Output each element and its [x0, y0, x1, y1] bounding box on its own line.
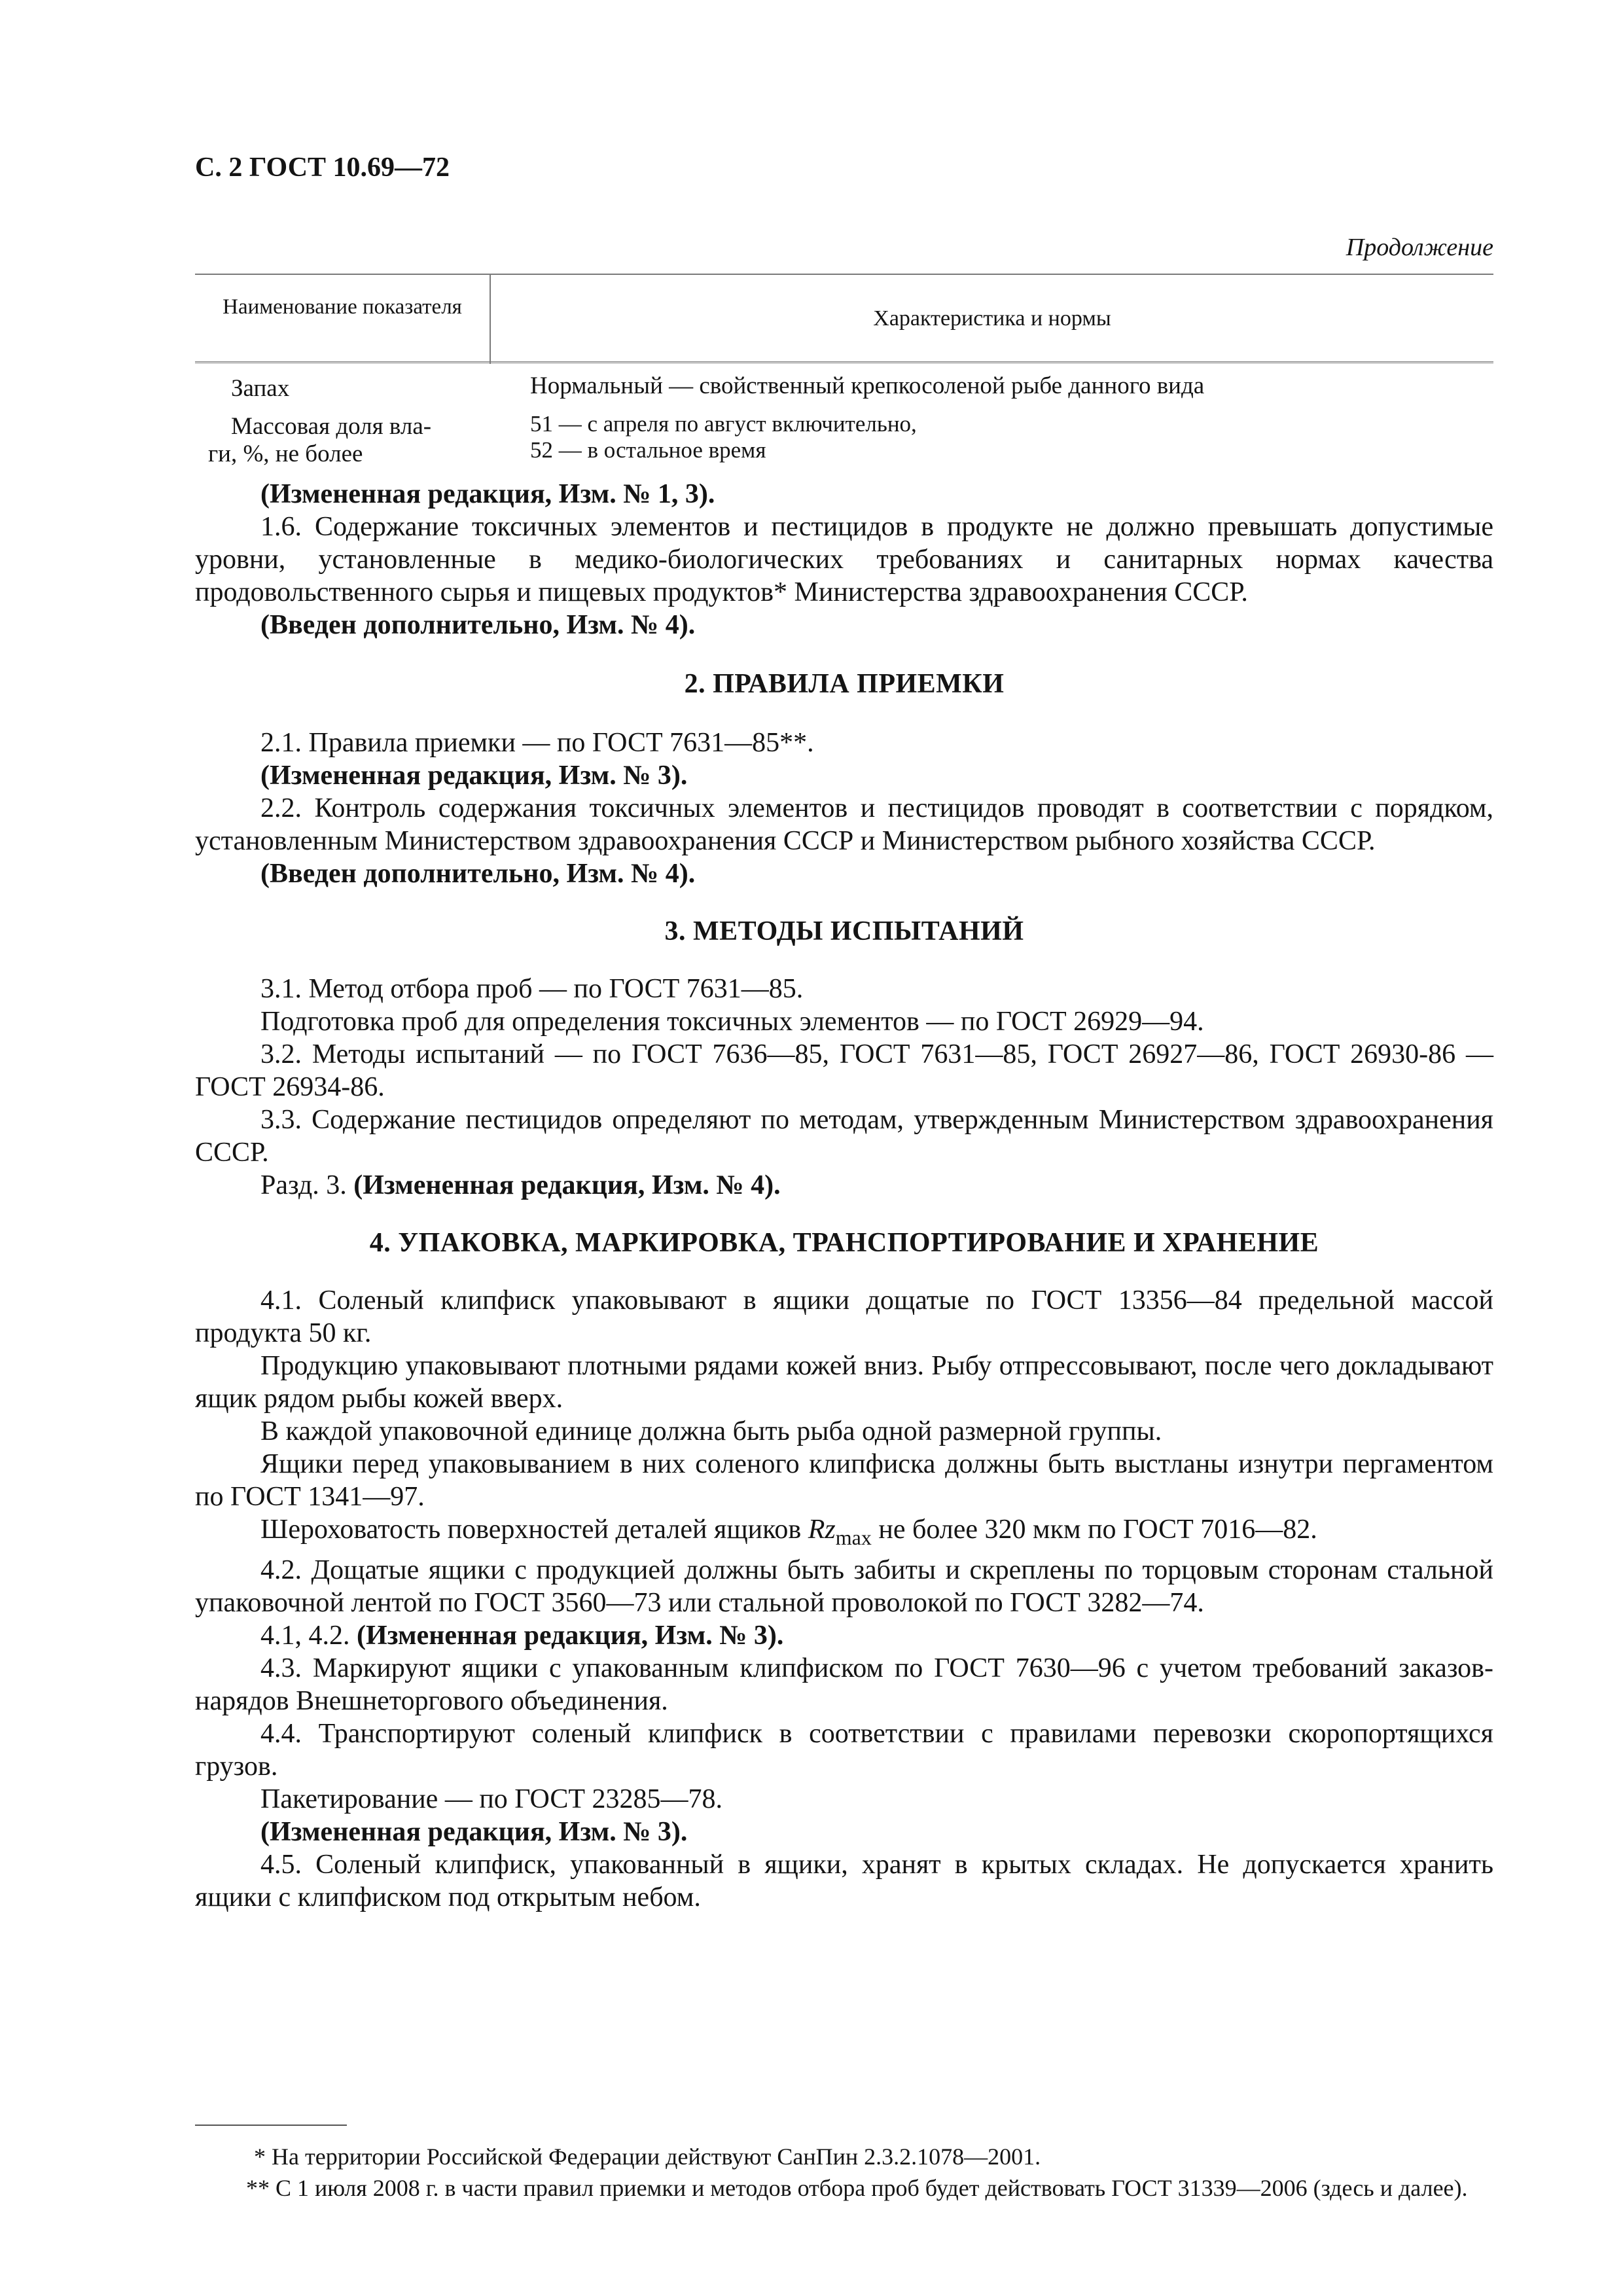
page-header: С. 2 ГОСТ 10.69—72 — [195, 152, 450, 183]
paragraph-4-1c: В каждой упаковочной единице должна быть рыба одной размерной группы. — [260, 1416, 1162, 1446]
paragraph-4-1: 4.1. Соленый клипфиск упаковывают в ящики дощатые по ГОСТ 13356—84 предельной массой продукта 50 кг. — [195, 1285, 1493, 1348]
p41-42-note — [195, 1619, 1493, 1652]
revision-note: (Измененная редакция, Изм. № 3). — [357, 1621, 784, 1651]
table-header-characteristics: Характеристика и нормы — [873, 306, 1111, 331]
revision-note: (Измененная редакция, Изм. № 3). — [260, 1817, 688, 1847]
document-body — [195, 478, 1493, 1914]
paragraph-3-1b: Подготовка проб для определения токсичных элементов — по ГОСТ 26929—94. — [260, 1007, 1204, 1037]
table-top-rule — [195, 274, 1493, 275]
paragraph-4-3: 4.3. Маркируют ящики с упакованным клипфиском по ГОСТ 7630—96 с учетом требований заказов-нарядов Внешнеторгового объединения. — [195, 1653, 1493, 1716]
footnote-1: * На территории Российской Федерации действуют СанПин 2.3.2.1078—2001. — [254, 2144, 1041, 2170]
roughness-symbol: Rz — [808, 1515, 836, 1545]
razd3-prefix: Разд. 3. — [260, 1170, 347, 1200]
table-row-value: Нормальный — свойственный крепкосоленой рыбе данного вида — [530, 372, 1205, 399]
table-row-name: Запах — [231, 375, 290, 402]
paragraph-4-1d: Ящики перед упаковыванием в них соленого клипфиска должны быть выстланы изнутри пергаментом по ГОСТ 1341—97. — [195, 1449, 1493, 1512]
section-heading-2: 2. ПРАВИЛА ПРИЕМКИ — [684, 669, 1005, 699]
section-heading-3: 3. МЕТОДЫ ИСПЫТАНИЙ — [664, 916, 1024, 946]
paragraph-4-4: 4.4. Транспортируют соленый клипфиск в соответствии с правилами перевозки скоропортящихся грузов. — [195, 1719, 1493, 1782]
paragraph-1-6: 1.6. Содержание токсичных элементов и пестицидов в продукте не должно превышать допустимые уровни, установленные в медико-биологических требованиях и санитарных нормах качества продовольственного сырья и пищевых продуктов* Министерства здравоохранения СССР. — [195, 512, 1493, 607]
roughness-subscript: max — [835, 1526, 872, 1549]
paragraph-2-1: 2.1. Правила приемки — по ГОСТ 7631—85**. — [260, 728, 814, 758]
paragraph-4-1b: Продукцию упаковывают плотными рядами кожей вниз. Рыбу отпрессовывают, после чего докладывают ящик рядом рыбы кожей вверх. — [195, 1351, 1493, 1414]
footnote-separator — [195, 2125, 347, 2126]
paragraph-3-3: 3.3. Содержание пестицидов определяют по методам, утвержденным Министерством здравоохранения СССР. — [195, 1105, 1493, 1168]
paragraph-4-1e — [195, 1513, 1493, 1554]
paragraph-3-1: 3.1. Метод отбора проб — по ГОСТ 7631—85. — [260, 974, 804, 1004]
table-row-value: 52 — в остальное время — [530, 437, 766, 463]
paragraph-4-2: 4.2. Дощатые ящики с продукцией должны быть забиты и скреплены по торцовым сторонам стальной упаковочной лентой по ГОСТ 3560—73 или стальной проволокой по ГОСТ 3282—74. — [195, 1555, 1493, 1618]
revision-note: (Измененная редакция, Изм. № 3). — [260, 761, 688, 791]
roughness-text: Шероховатость поверхностей деталей ящиков — [260, 1515, 802, 1545]
table-header-name: Наименование показателя — [223, 295, 462, 319]
section-heading-4: 4. УПАКОВКА, МАРКИРОВКА, ТРАНСПОРТИРОВАНИЕ И ХРАНЕНИЕ — [369, 1228, 1319, 1258]
paragraph-4-5: 4.5. Соленый клипфиск, упакованный в ящики, хранят в крытых складах. Не допускается хранить ящики с клипфиском под открытым небом. — [195, 1850, 1493, 1912]
roughness-text-end: не более 320 мкм по ГОСТ 7016—82. — [878, 1515, 1317, 1545]
continuation-label: Продолжение — [1346, 234, 1493, 261]
table-header-rule — [195, 361, 1493, 366]
footnote-2: ** С 1 июля 2008 г. в части правил приемки и методов отбора проб будет действовать ГОСТ 31339—2006 (здесь и далее). — [246, 2175, 1468, 2201]
revision-note: (Измененная редакция, Изм. № 4). — [353, 1170, 781, 1200]
paragraph-2-2: 2.2. Контроль содержания токсичных элементов и пестицидов проводят в соответствии с порядком, установленным Министерством здравоохранения СССР и Министерством рыбного хозяйства СССР. — [195, 793, 1493, 856]
revision-note: (Введен дополнительно, Изм. № 4). — [260, 610, 696, 640]
revision-note: (Измененная редакция, Изм. № 1, 3). — [260, 479, 715, 509]
p41-42-prefix: 4.1, 4.2. — [260, 1621, 350, 1651]
paragraph-3-2: 3.2. Методы испытаний — по ГОСТ 7636—85, ГОСТ 7631—85, ГОСТ 26927—86, ГОСТ 26930-86 — ГОСТ 26934-86. — [195, 1039, 1493, 1102]
paragraph-4-4b: Пакетирование — по ГОСТ 23285—78. — [260, 1784, 723, 1814]
razd3-note — [195, 1169, 1493, 1202]
table-row-name: ги, %, не более — [208, 440, 363, 467]
table-row-name: Массовая доля вла- — [231, 413, 432, 440]
revision-note: (Введен дополнительно, Изм. № 4). — [260, 859, 696, 889]
table-row-value: 51 — с апреля по август включительно, — [530, 411, 917, 437]
